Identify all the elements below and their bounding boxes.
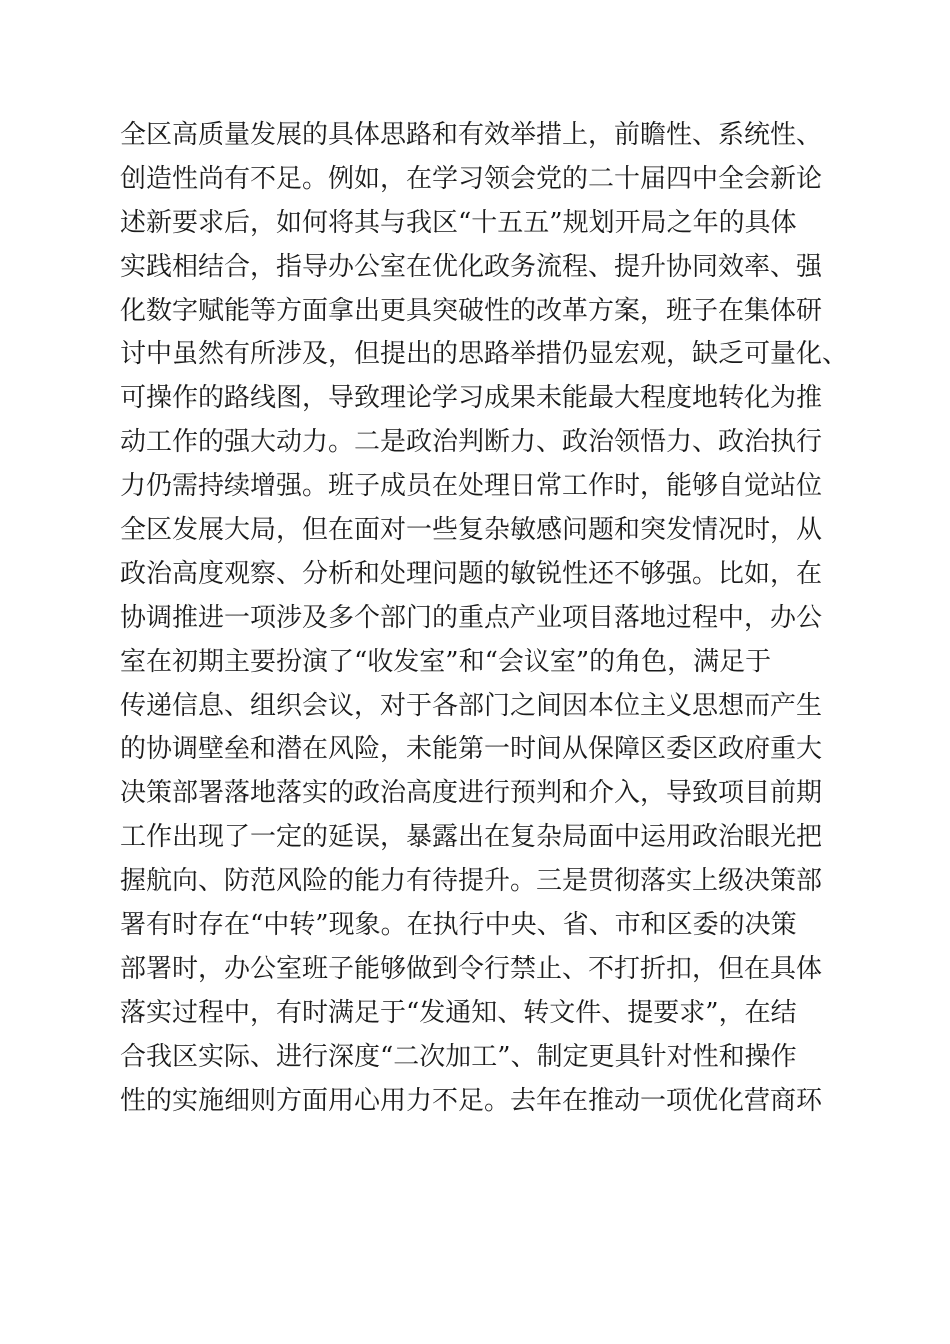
text-line: 述新要求后，如何将其与我区“十五五”规划开局之年的具体 xyxy=(120,207,797,238)
text-line: 政治高度观察、分析和处理问题的敏锐性还不够强。比如，在 xyxy=(120,558,823,589)
text-line: 落实过程中，有时满足于“发通知、转文件、提要求”，在结 xyxy=(120,997,797,1028)
text-line: 可操作的路线图，导致理论学习成果未能最大程度地转化为推 xyxy=(120,383,823,414)
text-line: 工作出现了一定的延误，暴露出在复杂局面中运用政治眼光把 xyxy=(120,822,823,853)
text-line: 全区高质量发展的具体思路和有效举措上，前瞻性、系统性、 xyxy=(120,120,823,150)
text-line: 署有时存在“中转”现象。在执行中央、省、市和区委的决策 xyxy=(120,910,797,941)
text-line: 实践相结合，指导办公室在优化政务流程、提升协同效率、强 xyxy=(120,251,823,282)
text-line: 讨中虽然有所涉及，但提出的思路举措仍显宏观，缺乏可量化、 xyxy=(120,339,849,370)
text-line: 传递信息、组织会议，对于各部门之间因本位主义思想而产生 xyxy=(120,690,823,721)
text-line: 的协调壁垒和潜在风险，未能第一时间从保障区委区政府重大 xyxy=(120,734,823,765)
text-line: 握航向、防范风险的能力有待提升。三是贯彻落实上级决策部 xyxy=(120,866,823,897)
text-line: 协调推进一项涉及多个部门的重点产业项目落地过程中，办公 xyxy=(120,602,823,633)
text-line: 部署时，办公室班子能够做到令行禁止、不打折扣，但在具体 xyxy=(120,953,823,984)
text-line: 性的实施细则方面用心用力不足。去年在推动一项优化营商环 xyxy=(120,1085,823,1116)
text-line: 决策部署落地落实的政治高度进行预判和介入，导致项目前期 xyxy=(120,778,823,809)
text-line: 合我区实际、进行深度“二次加工”、制定更具针对性和操作 xyxy=(120,1041,797,1072)
body-paragraph xyxy=(120,114,849,1123)
text-line: 全区发展大局，但在面对一些复杂敏感问题和突发情况时，从 xyxy=(120,515,823,546)
text-line: 动工作的强大动力。二是政治判断力、政治领悟力、政治执行 xyxy=(120,427,823,458)
text-line: 创造性尚有不足。例如，在学习领会党的二十届四中全会新论 xyxy=(120,163,823,194)
text-line: 化数字赋能等方面拿出更具突破性的改革方案，班子在集体研 xyxy=(120,295,823,326)
text-line: 力仍需持续增强。班子成员在处理日常工作时，能够自觉站位 xyxy=(120,471,823,502)
text-line: 室在初期主要扮演了“收发室”和“会议室”的角色，满足于 xyxy=(120,646,772,677)
